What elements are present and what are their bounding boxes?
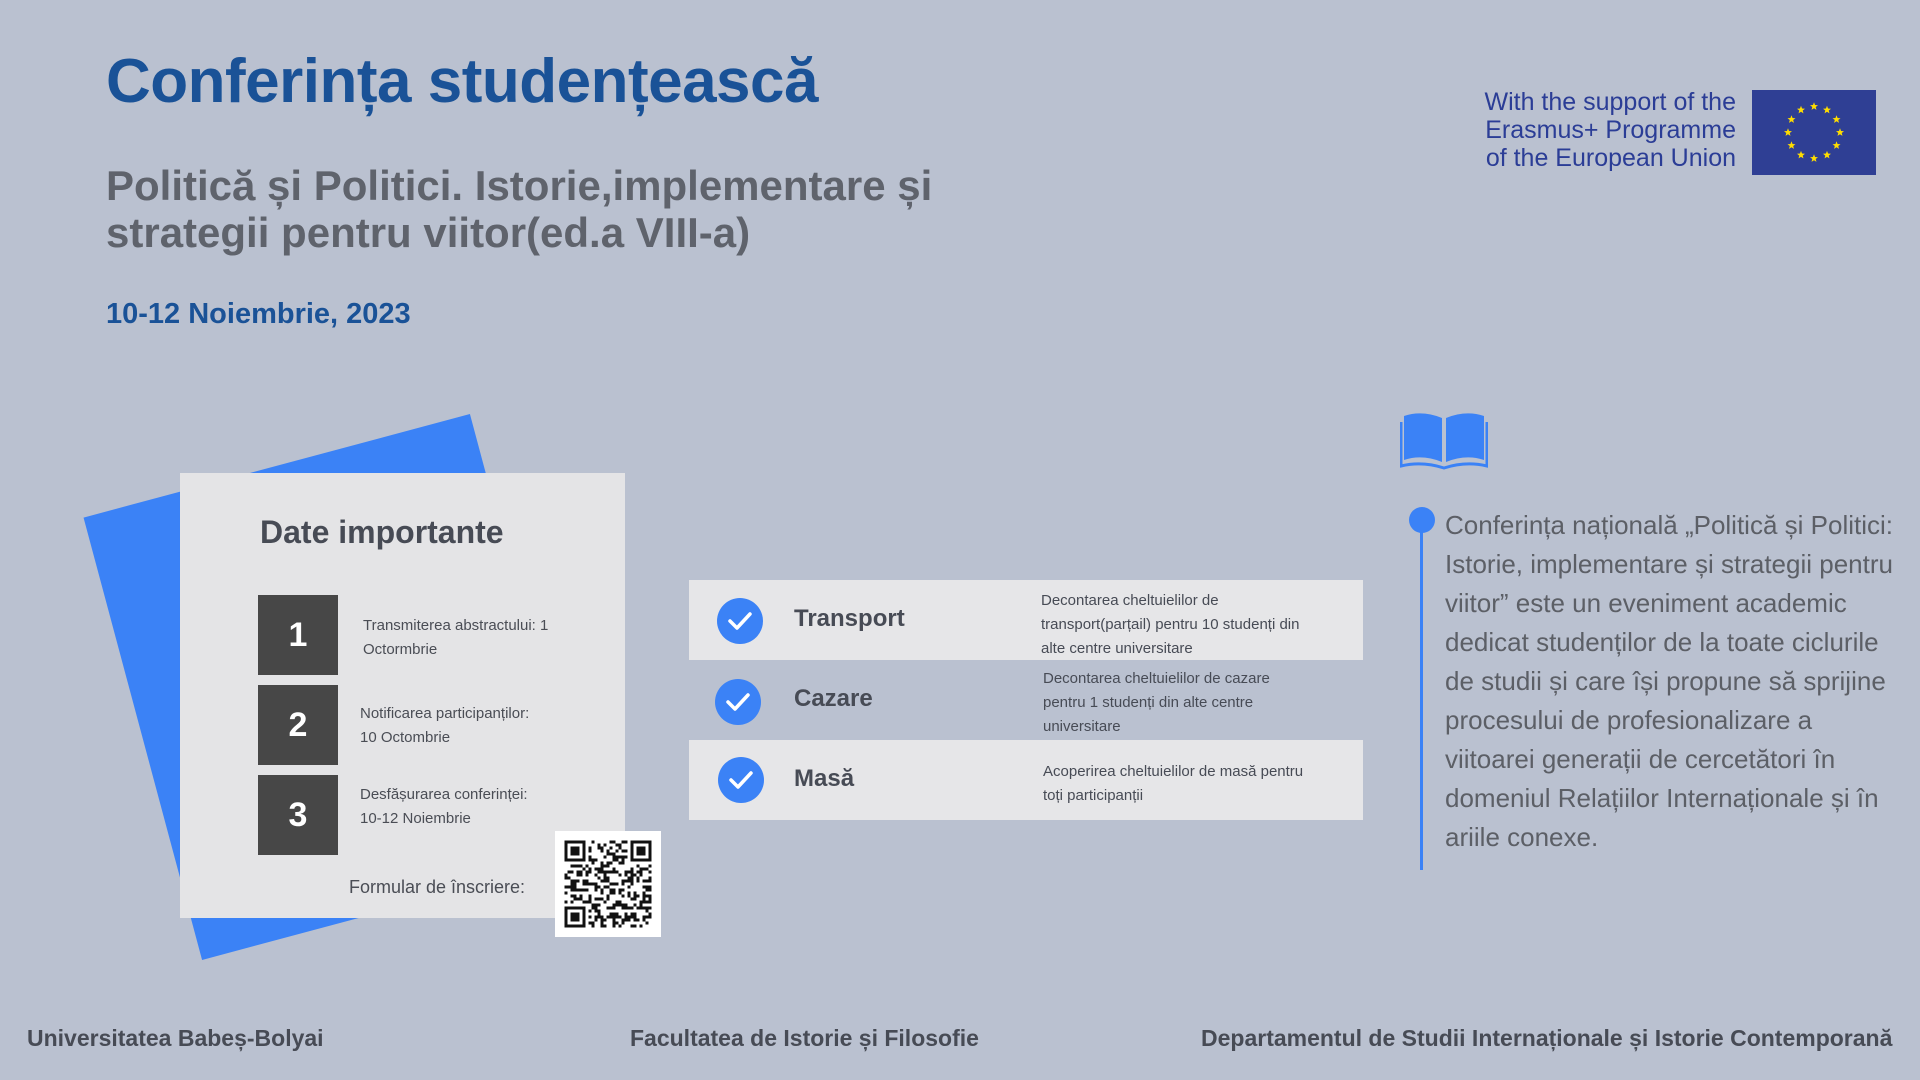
benefit-2-line-2: pentru 1 studenți din alte centre	[1043, 694, 1254, 711]
step-number-2: 2	[258, 685, 338, 765]
step-text-1	[363, 614, 578, 662]
footer-department: Departamentul de Studii Internaționale și Istorie Contemporană	[1201, 1025, 1893, 1051]
benefit-2-line-3: universitare	[1043, 718, 1121, 735]
important-dates-title: Date importante	[260, 514, 504, 550]
eu-support-line-1: With the support of the	[1484, 88, 1736, 116]
step-text-3	[360, 783, 575, 831]
benefit-3-line-2: toți participanții	[1043, 787, 1144, 804]
benefit-desc-cazare	[1043, 667, 1343, 739]
step-1-line-2: Octormbrie	[363, 641, 438, 658]
step-1-line-1: Transmiterea abstractului: 1	[363, 617, 549, 634]
step-number-3: 3	[258, 775, 338, 855]
open-book-icon	[1400, 408, 1488, 470]
benefit-desc-transport	[1041, 589, 1341, 661]
eu-support-line-2: Erasmus+ Programme	[1485, 116, 1736, 144]
conference-dates: 10-12 Noiembrie, 2023	[106, 298, 411, 330]
benefit-3-line-1: Acoperirea cheltuielilor de masă pentru	[1043, 763, 1304, 780]
benefit-1-line-2: transport(parțail) pentru 10 studenți din	[1041, 616, 1300, 633]
check-icon	[717, 598, 763, 644]
eu-support-text	[1460, 88, 1736, 172]
check-icon	[715, 679, 761, 725]
page-title: Conferința studențească	[106, 47, 819, 116]
step-3-line-2: 10-12 Noiembrie	[360, 810, 471, 827]
step-number-1: 1	[258, 595, 338, 675]
registration-qr-code[interactable]	[555, 831, 661, 937]
conference-description: Conferința națională „Politică și Politici: Istorie, implementare și strategii pentru viitor” este un eveniment academic dedicat studenților de la toate ciclurile de studii și care își propune să sprijine procesului de profesionalizare a viitoarei generații de cercetători în domeniul Relațiilor Internaționale și în ariile conexe.	[1445, 510, 1893, 852]
footer-university: Universitatea Babeș-Bolyai	[27, 1025, 324, 1051]
registration-form-label: Formular de înscriere:	[349, 877, 526, 897]
step-2-line-2: 10 Octombrie	[360, 729, 451, 746]
benefit-1-line-3: alte centre universitare	[1041, 640, 1193, 657]
step-3-line-1: Desfășurarea conferinței:	[360, 786, 528, 803]
benefit-1-line-1: Decontarea cheltuielilor de	[1041, 592, 1219, 609]
step-2-line-1: Notificarea participanților:	[360, 705, 530, 722]
benefit-2-line-1: Decontarea cheltuielilor de cazare	[1043, 670, 1270, 687]
benefit-desc-masa	[1043, 760, 1343, 808]
subtitle-line-2: strategii pentru viitor(ed.a VIII-a)	[106, 209, 751, 256]
benefit-title-cazare: Cazare	[794, 685, 873, 712]
check-icon	[718, 757, 764, 803]
footer-faculty: Facultatea de Istorie și Filosofie	[630, 1025, 979, 1051]
conference-subtitle	[106, 162, 986, 256]
timeline-dot	[1409, 507, 1435, 533]
subtitle-line-1: Politică și Politici. Istorie,implementare și	[106, 162, 933, 209]
benefit-title-transport: Transport	[794, 605, 905, 632]
benefit-title-masa: Masă	[794, 765, 855, 792]
timeline-line	[1420, 520, 1423, 870]
step-text-2	[360, 702, 575, 750]
eu-flag-icon	[1752, 90, 1876, 175]
eu-support-line-3: of the European Union	[1485, 144, 1736, 172]
